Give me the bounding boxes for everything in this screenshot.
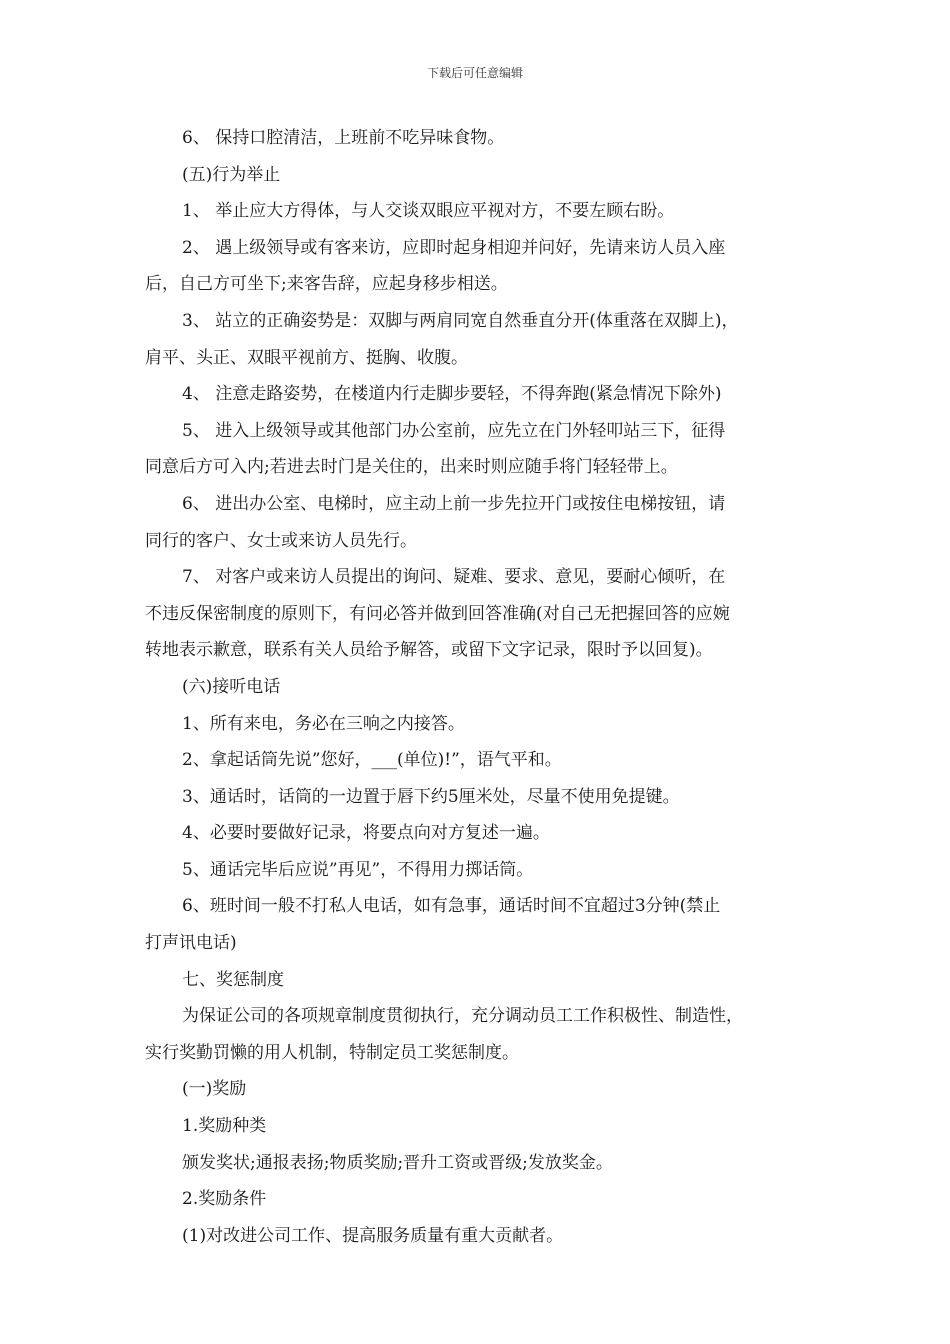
paragraph-line: 转地表示歉意，联系有关人员给予解答，或留下文字记录，限时予以回复)。 [145, 640, 713, 661]
paragraph-line: 6、 进出办公室、电梯时，应主动上前一步先拉开门或按住电梯按钮，请 [182, 493, 726, 514]
paragraph-line: 实行奖勤罚懒的用人机制，特制定员工奖惩制度。 [145, 1042, 519, 1063]
paragraph-line: 6、班时间一般不打私人电话，如有急事，通话时间不宜超过3分钟(禁止 [182, 896, 721, 917]
paragraph-line: 3、 站立的正确姿势是：双脚与两肩同宽自然垂直分开(体重落在双脚上)， [182, 310, 739, 331]
paragraph-line: 肩平、头正、双眼平视前方、挺胸、收腹。 [145, 347, 468, 368]
paragraph-line: 同意后方可入内;若进去时门是关住的，出来时则应随手将门轻轻带上。 [145, 457, 678, 478]
section-heading: (一)奖励 [182, 1079, 247, 1100]
paragraph-line: 4、必要时要做好记录，将要点向对方复述一遍。 [182, 823, 550, 844]
document-body [145, 120, 810, 1254]
paragraph-line: 1、 举止应大方得体，与人交谈双眼应平视对方，不要左顾右盼。 [182, 201, 675, 222]
subsection-heading: 1.奖励种类 [182, 1116, 267, 1137]
paragraph-line: 5、通话完毕后应说”再见”，不得用力掷话筒。 [182, 859, 534, 880]
section-heading: (五)行为举止 [182, 164, 281, 185]
paragraph-line: 1、所有来电，务必在三响之内接答。 [182, 713, 465, 734]
paragraph-line: 为保证公司的各项规章制度贯彻执行，充分调动员工工作积极性、制造性， [182, 1006, 743, 1027]
paragraph-line: 打声讯电话) [145, 933, 237, 954]
paragraph-line: 同行的客户、女士或来访人员先行。 [145, 530, 417, 551]
paragraph-line: 2、拿起话筒先说”您好，___(单位)!”，语气平和。 [182, 750, 562, 771]
paragraph-line: (1)对改进公司工作、提高服务质量有重大贡献者。 [182, 1225, 564, 1246]
paragraph-line: 2、 遇上级领导或有客来访，应即时起身相迎并问好，先请来访人员入座 [182, 237, 726, 258]
paragraph-line: 5、 进入上级领导或其他部门办公室前，应先立在门外轻叩站三下，征得 [182, 420, 726, 441]
page-header: 下载后可任意编辑 [426, 66, 523, 80]
paragraph-line: 3、通话时，话筒的一边置于唇下约5厘米处，尽量不使用免提键。 [182, 786, 680, 807]
subsection-heading: 2.奖励条件 [182, 1189, 267, 1210]
chapter-heading: 七、奖惩制度 [182, 969, 284, 990]
paragraph-line: 后，自己方可坐下;来客告辞，应起身移步相送。 [145, 274, 508, 295]
paragraph-line: 7、 对客户或来访人员提出的询问、疑难、要求、意见，要耐心倾听，在 [182, 567, 726, 588]
paragraph-line: 颁发奖状;通报表扬;物质奖励;晋升工资或晋级;发放奖金。 [182, 1152, 613, 1173]
paragraph-line: 不违反保密制度的原则下，有问必答并做到回答准确(对自己无把握回答的应婉 [145, 603, 730, 624]
paragraph-line: 6、 保持口腔清洁，上班前不吃异味食物。 [182, 128, 505, 148]
paragraph-line: 4、 注意走路姿势，在楼道内行走脚步要轻，不得奔跑(紧急情况下除外) [182, 384, 722, 405]
section-heading: (六)接听电话 [182, 676, 281, 697]
